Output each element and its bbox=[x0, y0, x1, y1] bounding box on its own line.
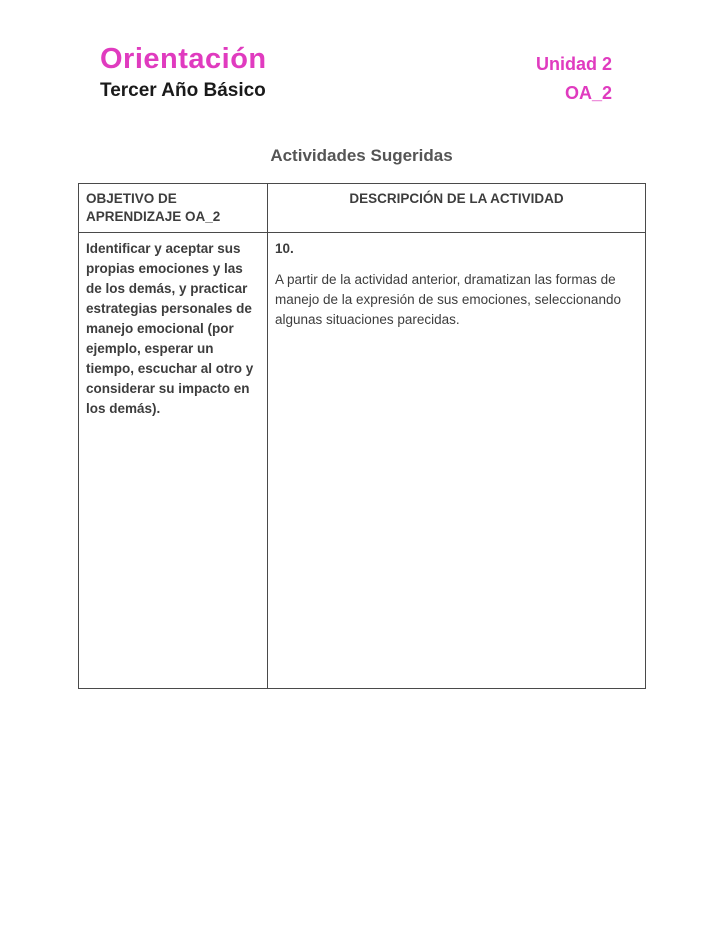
activity-description: A partir de la actividad anterior, dramatizan las formas de manejo de la expresión de sus emociones, seleccionando algunas situaciones parecidas. bbox=[275, 272, 621, 328]
document-title: Orientación bbox=[100, 43, 267, 75]
table-header-row bbox=[79, 184, 646, 233]
descripcion-cell bbox=[268, 233, 646, 689]
title-block bbox=[100, 44, 267, 102]
column-header-descripcion: DESCRIPCIÓN DE LA ACTIVIDAD bbox=[268, 184, 646, 233]
objetivo-cell: Identificar y aceptar sus propias emociones y las de los demás, y practicar estrategias personales de manejo emocional (por ejemplo, esperar un tiempo, escuchar al otro y considerar su impacto en los demás). bbox=[79, 233, 268, 689]
section-title: Actividades Sugeridas bbox=[270, 146, 453, 165]
unit-label: Unidad 2 bbox=[535, 54, 612, 74]
document-subtitle: Tercer Año Básico bbox=[100, 79, 266, 101]
table-row bbox=[79, 233, 646, 689]
activity-number: 10. bbox=[275, 241, 294, 257]
column-header-objetivo: OBJETIVO DE APRENDIZAJE OA_2 bbox=[79, 184, 268, 233]
unit-block bbox=[536, 44, 612, 104]
activities-table bbox=[78, 183, 646, 689]
document-header bbox=[100, 44, 612, 104]
oa-code-label: OA_2 bbox=[564, 83, 612, 103]
